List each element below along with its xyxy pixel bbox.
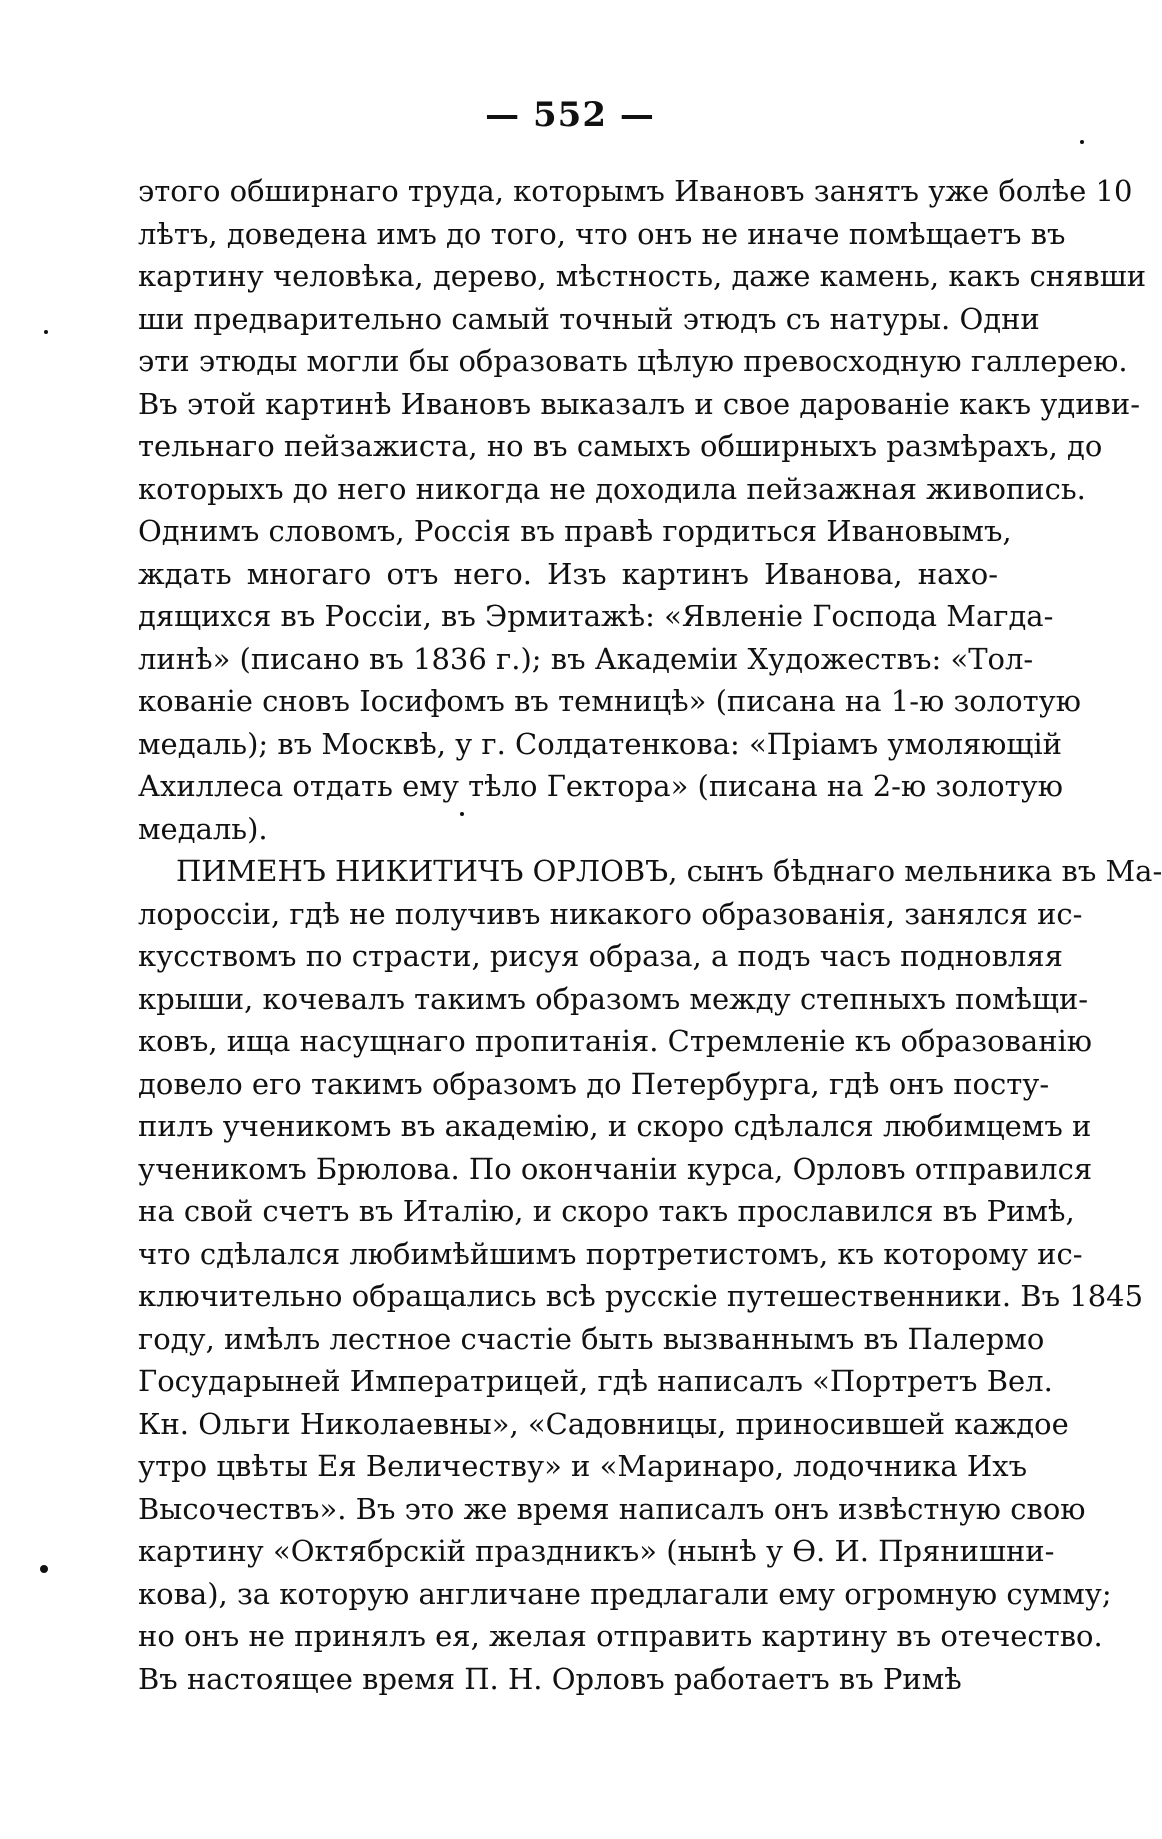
print-speck [460,812,464,816]
text-line: Въ этой картинѣ Ивановъ выказалъ и свое дарованіе какъ удиви- [138,386,1141,421]
text-line: тельнаго пейзажиста, но въ самыхъ обширныхъ размѣрахъ, до [138,429,1103,463]
text-line-heading: ПИМЕНЪ НИКИТИЧЪ ОРЛОВЪ, сынъ бѣднаго мельника въ Ма- [176,854,1162,888]
text-line: картину «Октябрскій праздникъ» (нынѣ у Ѳ. И. Прянишни- [138,1534,1055,1568]
text-line: ключительно обращались всѣ русскіе путешественники. Въ 1845 [138,1279,1144,1313]
text-line: этого обширнаго труда, которымъ Ивановъ занятъ уже болѣе 10 [138,174,1133,208]
text-line: медаль); въ Москвѣ, у г. Солдатенкова: «Пріамъ умоляющій [138,726,1062,761]
body-text [138,170,1162,1700]
text-line: ученикомъ Брюлова. По окончаніи курса, Орловъ отправился [138,1151,1093,1186]
page-number: — 552 — [485,95,655,135]
text-line: Государыней Императрицей, гдѣ написалъ «Портретъ Вел. [138,1364,1053,1398]
text-line: что сдѣлался любимѣйшимъ портретистомъ, къ которому ис- [138,1236,1083,1271]
text-line: лороссіи, гдѣ не получивъ никакого образованія, занялся ис- [138,896,1083,931]
text-line: году, имѣлъ лестное счастіе быть вызваннымъ въ Палермо [138,1321,1045,1356]
text-line: картину человѣка, дерево, мѣстность, даже камень, какъ снявши [138,259,1147,293]
print-speck [44,330,48,334]
text-line: пилъ ученикомъ въ академію, и скоро сдѣлался любимцемъ и [138,1109,1092,1143]
text-line: Кн. Ольги Николаевны», «Садовницы, приносившей каждое [138,1406,1069,1441]
text-line: но онъ не принялъ ея, желая отправить картину въ отечество. [138,1619,1103,1653]
text-line: на свой счетъ въ Италію, и скоро такъ прославился въ Римѣ, [138,1194,1075,1228]
print-speck [40,1565,48,1573]
text-line: Въ настоящее время П. Н. Орловъ работаетъ въ Римѣ [138,1661,962,1696]
text-line: линѣ» (писано въ 1836 г.); въ Академіи Художествъ: «Тол- [138,641,1034,676]
text-line: эти этюды могли бы образовать цѣлую превосходную галлерею. [138,344,1128,378]
text-line: довело его такимъ образомъ до Петербурга, гдѣ онъ посту- [138,1066,1050,1101]
text-line: дящихся въ Россіи, въ Эрмитажѣ: «Явленіе Господа Магда- [138,599,1054,633]
text-line: которыхъ до него никогда не доходила пейзажная живопись. [138,471,1086,506]
text-line: кованіе сновъ Іосифомъ въ темницѣ» (писана на 1-ю золотую [138,684,1081,718]
text-line: Ахиллеса отдать ему тѣло Гектора» (писана на 2-ю золотую [138,769,1063,803]
print-speck [1080,140,1084,144]
text-line: кусствомъ по страсти, рисуя образа, а подъ часъ подновляя [138,939,1063,973]
text-line: лѣтъ, доведена имъ до того, что онъ не иначе помѣщаетъ въ [138,216,1066,251]
text-line: ждать многаго отъ него. Изъ картинъ Иванова, нахо- [138,556,998,591]
text-line: Однимъ словомъ, Россія въ правѣ гордиться Ивановымъ, [138,514,1012,548]
text-line: ковъ, ища насущнаго пропитанія. Стремленіе къ образованію [138,1024,1093,1058]
text-line: ши предварительно самый точный этюдъ съ натуры. Одни [138,301,1040,336]
text-line: медаль). [138,811,268,846]
text-line: утро цвѣты Ея Величеству» и «Маринаро, лодочника Ихъ [138,1449,1028,1483]
text-line: кова), за которую англичане предлагали ему огромную сумму; [138,1576,1112,1611]
text-line: Высочествъ». Въ это же время написалъ онъ извѣстную свою [138,1491,1086,1526]
text-line: крыши, кочевалъ такимъ образомъ между степныхъ помѣщи- [138,981,1089,1016]
